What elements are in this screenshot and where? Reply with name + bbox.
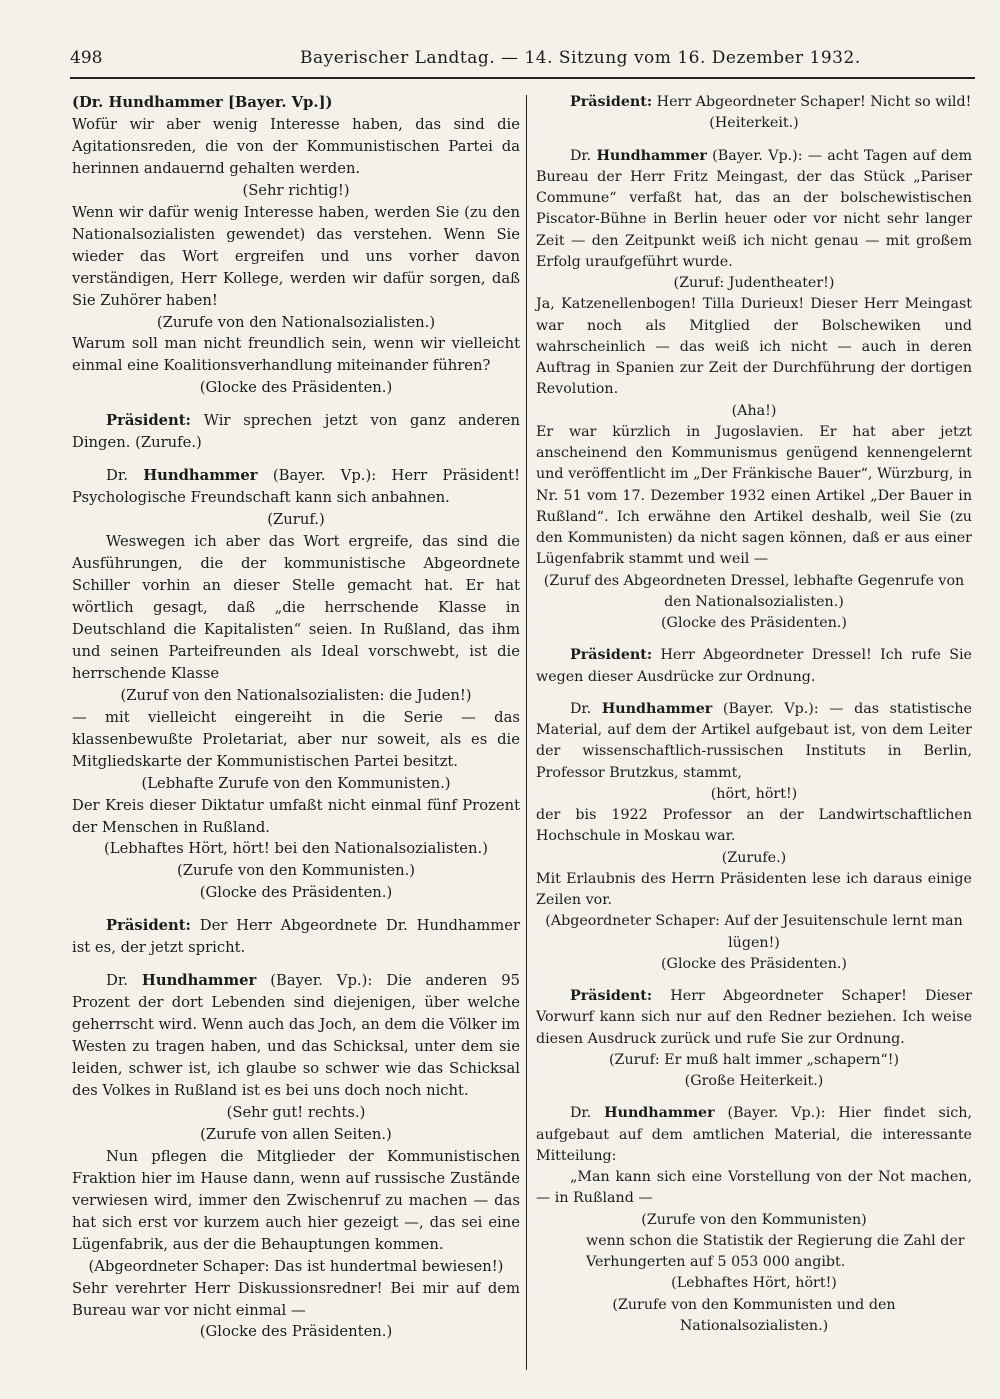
interjection: (Heiterkeit.) — [709, 115, 799, 132]
interjection: (Aha!) — [731, 402, 777, 419]
paragraph: Wofür wir aber wenig Interesse haben, das sind die Agitationsreden, die von der Kommunistischen Partei da herinnen andauernd gehalten werden. — [72, 115, 520, 177]
interjection: (Sehr gut! rechts.) — [226, 1103, 366, 1121]
speech-paragraph — [536, 699, 972, 784]
interjection: (Zurufe von den Kommunisten.) — [176, 862, 416, 880]
speaker-name: Präsident: — [570, 647, 653, 664]
paragraph: „Man kann sich eine Vorstellung von der Not machen, — in Rußland — — [536, 1169, 972, 1207]
speech-text: Der Herr Abgeordnete Dr. Hundhammer ist es, der jetzt spricht. — [72, 917, 520, 957]
paragraph: Er war kürzlich in Jugoslavien. Er hat aber jetzt anscheinend den Kommunismus genügend kennengelernt und veröffentlicht im „Der Fränkische Bauer“, Würzburg, in Nr. 51 vom 17. Dezember 1932 einen Artikel „Der Bauer in Rußland“. Ich erwähne den Artikel deshalb, weil Sie (zu den Kommunisten) da nicht sagen können, daß er aus einer Lügenfabrik stammt und weil — — [536, 423, 972, 568]
right-column — [536, 92, 972, 1337]
interjection: (Glocke des Präsidenten.) — [199, 1323, 393, 1341]
speaker-name: Hundhammer — [596, 147, 707, 164]
interjection: (Glocke des Präsidenten.) — [661, 615, 847, 631]
spacer — [536, 688, 972, 699]
speaker-name: Präsident: — [570, 988, 653, 1004]
speaker-prefix: Dr. — [570, 1105, 605, 1122]
speaker-prefix: Dr. — [106, 467, 144, 485]
paragraph: — mit vielleicht eingereiht in die Serie — das klassenbewußte Proletariat, aber nur soweit, als es die Mitgliedskarte der Kommunistischen Partei besitzt. — [72, 708, 520, 770]
paragraph: Der Kreis dieser Diktatur umfaßt nicht einmal fünf Prozent der Menschen in Rußland. — [72, 796, 520, 836]
speaker-name: Hundhammer — [143, 467, 258, 485]
section-heading: (Dr. Hundhammer [Bayer. Vp.]) — [72, 94, 333, 111]
speech-paragraph — [536, 92, 972, 113]
speech-text: (Bayer. Vp.): — acht Tagen auf dem Bureau der Herr Fritz Meingast, der das Stück „Pariser Commune“ verfaßt hat, das an der bolschewistischen Piscator-Bühne in Berlin heuer oder vor nicht sehr langer Zeit — den Zeitpunkt weiß ich nicht genau — mit großem Erfolg uraufgeführt wurde. — [536, 147, 972, 270]
speech-text: Herr Abgeordneter Schaper! Dieser Vorwurf kann sich nur auf den Redner beziehen. Ich weise diesen Ausdruck zurück und rufe Sie zur Ordnung. — [536, 988, 972, 1047]
speech-text: (Bayer. Vp.): Herr Präsident! Psychologische Freundschaft kann sich anbahnen. — [72, 467, 520, 507]
speaker-name: Präsident: — [106, 412, 192, 430]
left-column — [72, 92, 520, 1343]
speech-paragraph — [72, 410, 520, 454]
interjection: (Zurufe von den Kommunisten) — [641, 1211, 867, 1228]
interjection: (Zurufe von den Nationalsozialisten.) — [156, 313, 436, 331]
spacer — [536, 1092, 972, 1103]
speech-text: Herr Abgeordneter Schaper! Nicht so wild! — [652, 94, 972, 110]
spacer — [72, 904, 520, 915]
spacer — [72, 399, 520, 410]
interjection: (Glocke des Präsidenten.) — [661, 955, 847, 972]
speech-text: Wir sprechen jetzt von ganz anderen Dingen. (Zurufe.) — [72, 412, 520, 452]
speech-text: (Bayer. Vp.): Die anderen 95 Prozent der dort Lebenden sind diejenigen, über welche geherrscht wird. Wenn auch das Joch, an dem die Völker im Westen zu tragen haben, und das Schicksal, unter dem sie leiden, schwer ist, ich glaube so schwer wie das Schicksal des Volkes in Rußland ist es bei uns doch noch nicht. — [72, 972, 520, 1099]
running-title: Bayerischer Landtag. — 14. Sitzung vom 16. Dezember 1932. — [300, 48, 861, 68]
speech-paragraph — [536, 146, 972, 274]
speech-paragraph — [72, 915, 520, 959]
paragraph: der bis 1922 Professor an der Landwirtschaftlichen Hochschule in Moskau war. — [536, 807, 972, 845]
interjection: (hört, hört!) — [710, 785, 798, 802]
speech-paragraph — [72, 465, 520, 509]
spacer — [536, 975, 972, 986]
interjection: (Glocke des Präsidenten.) — [199, 884, 393, 902]
interjection: (Große Heiterkeit.) — [684, 1073, 824, 1089]
interjection: (Zuruf.) — [267, 511, 325, 529]
interjection: (Lebhafte Zurufe von den Kommunisten.) — [141, 774, 451, 792]
paragraph: Warum soll man nicht freundlich sein, wenn wir vielleicht einmal eine Koalitionsverhandlung miteinander führen? — [72, 335, 520, 375]
speech-text: Herr Abgeordneter Dressel! Ich rufe Sie wegen dieser Ausdrücke zur Ordnung. — [536, 647, 972, 685]
paragraph: Mit Erlaubnis des Herrn Präsidenten lese ich daraus einige Zeilen vor. — [536, 870, 972, 908]
speaker-name: Hundhammer — [601, 700, 713, 717]
page-header — [70, 48, 970, 78]
spacer — [536, 135, 972, 146]
speaker-name: Präsident: — [570, 94, 653, 110]
speech-text: (Bayer. Vp.): — das statistische Material, auf dem der Artikel aufgebaut ist, von dem Leiter der wissenschaftlich-russischen Instituts in Berlin, Professor Brutzkus, stammt, — [536, 700, 972, 781]
interjection: (Zurufe von den Kommunisten und den Nationalsozialisten.) — [612, 1296, 896, 1334]
interjection: (Abgeordneter Schaper: Auf der Jesuitenschule lernt man lügen!) — [545, 913, 963, 951]
speaker-name: Präsident: — [106, 917, 192, 935]
interjection: (Lebhaftes Hört, hört!) — [671, 1275, 837, 1292]
paragraph: Ja, Katzenellenbogen! Tilla Durieux! Dieser Herr Meingast war noch als Mitglied der Bolschewiken und wahrscheinlich — das weiß ich nicht — auch in deren Auftrag in Spanien zur Zeit der Durchführung der dortigen Revolution. — [536, 296, 972, 398]
paragraph: Wenn wir dafür wenig Interesse haben, werden Sie (zu den Nationalsozialisten gewendet) das verstehen. Wenn Sie wieder das Wort ergreifen und uns vorher davon verständigen, Herr Kollege, werden wir dafür sorgen, daß Sie Zuhörer haben! — [72, 203, 520, 309]
speech-paragraph — [536, 986, 972, 1050]
spacer — [536, 634, 972, 645]
interjection: (Glocke des Präsidenten.) — [199, 379, 393, 397]
interjection: (Lebhaftes Hört, hört! bei den Nationalsozialisten.) — [104, 840, 488, 858]
page-number: 498 — [70, 48, 103, 68]
interjection: (Zuruf: Judentheater!) — [673, 275, 835, 291]
spacer — [72, 454, 520, 465]
speech-text: (Bayer. Vp.): Hier findet sich, aufgebaut auf dem amtlichen Material, die interessante Mitteilung: — [536, 1105, 972, 1164]
paragraph: Weswegen ich aber das Wort ergreife, das sind die Ausführungen, die der kommunistische Abgeordnete Schiller vorhin an dieser Stelle gemacht hat. Er hat wörtlich gesagt, daß „die herrschende Klasse in Deutschland die Kapitalisten“ seien. In Rußland, das ihm und seinen Parteifreunden als Ideal vorschwebt, ist die herrschende Klasse — [72, 533, 520, 682]
paragraph: Nun pflegen die Mitglieder der Kommunistischen Fraktion hier im Hause dann, wenn auf russische Zustände verwiesen wird, immer den Zwischenruf zu machen — das hat sich erst vor kurzem auch hier gezeigt —, das sei eine Lügenfabrik, aus der die Behauptungen kommen. — [72, 1147, 520, 1253]
interjection: (Zuruf: Er muß halt immer „schapern“!) — [608, 1051, 900, 1068]
quoted-text: wenn schon die Statistik der Regierung die Zahl der Verhungerten auf 5 053 000 angibt. — [586, 1232, 965, 1270]
speaker-prefix: Dr. — [570, 147, 597, 164]
speaker-name: Hundhammer — [141, 972, 257, 990]
speech-paragraph — [72, 970, 520, 1102]
speaker-prefix: Dr. — [570, 700, 602, 717]
interjection: (Zuruf von den Nationalsozialisten: die Juden!) — [120, 686, 472, 704]
speaker-name: Hundhammer — [604, 1105, 715, 1122]
header-rule — [70, 77, 975, 79]
interjection: (Sehr richtig!) — [242, 181, 350, 199]
interjection: (Zuruf des Abgeordneten Dressel, lebhafte Gegenrufe von den Nationalsozialisten.) — [543, 572, 965, 610]
interjection: (Abgeordneter Schaper: Das ist hundertmal bewiesen!) — [88, 1257, 504, 1275]
column-divider — [526, 95, 527, 1370]
interjection: (Zurufe.) — [721, 849, 787, 866]
paragraph: Sehr verehrter Herr Diskussionsredner! Bei mir auf dem Bureau war vor nicht einmal — — [72, 1279, 520, 1319]
speech-paragraph — [536, 1103, 972, 1167]
speech-paragraph — [536, 645, 972, 688]
spacer — [72, 959, 520, 970]
interjection: (Zurufe von allen Seiten.) — [200, 1125, 392, 1143]
speaker-prefix: Dr. — [106, 972, 142, 990]
